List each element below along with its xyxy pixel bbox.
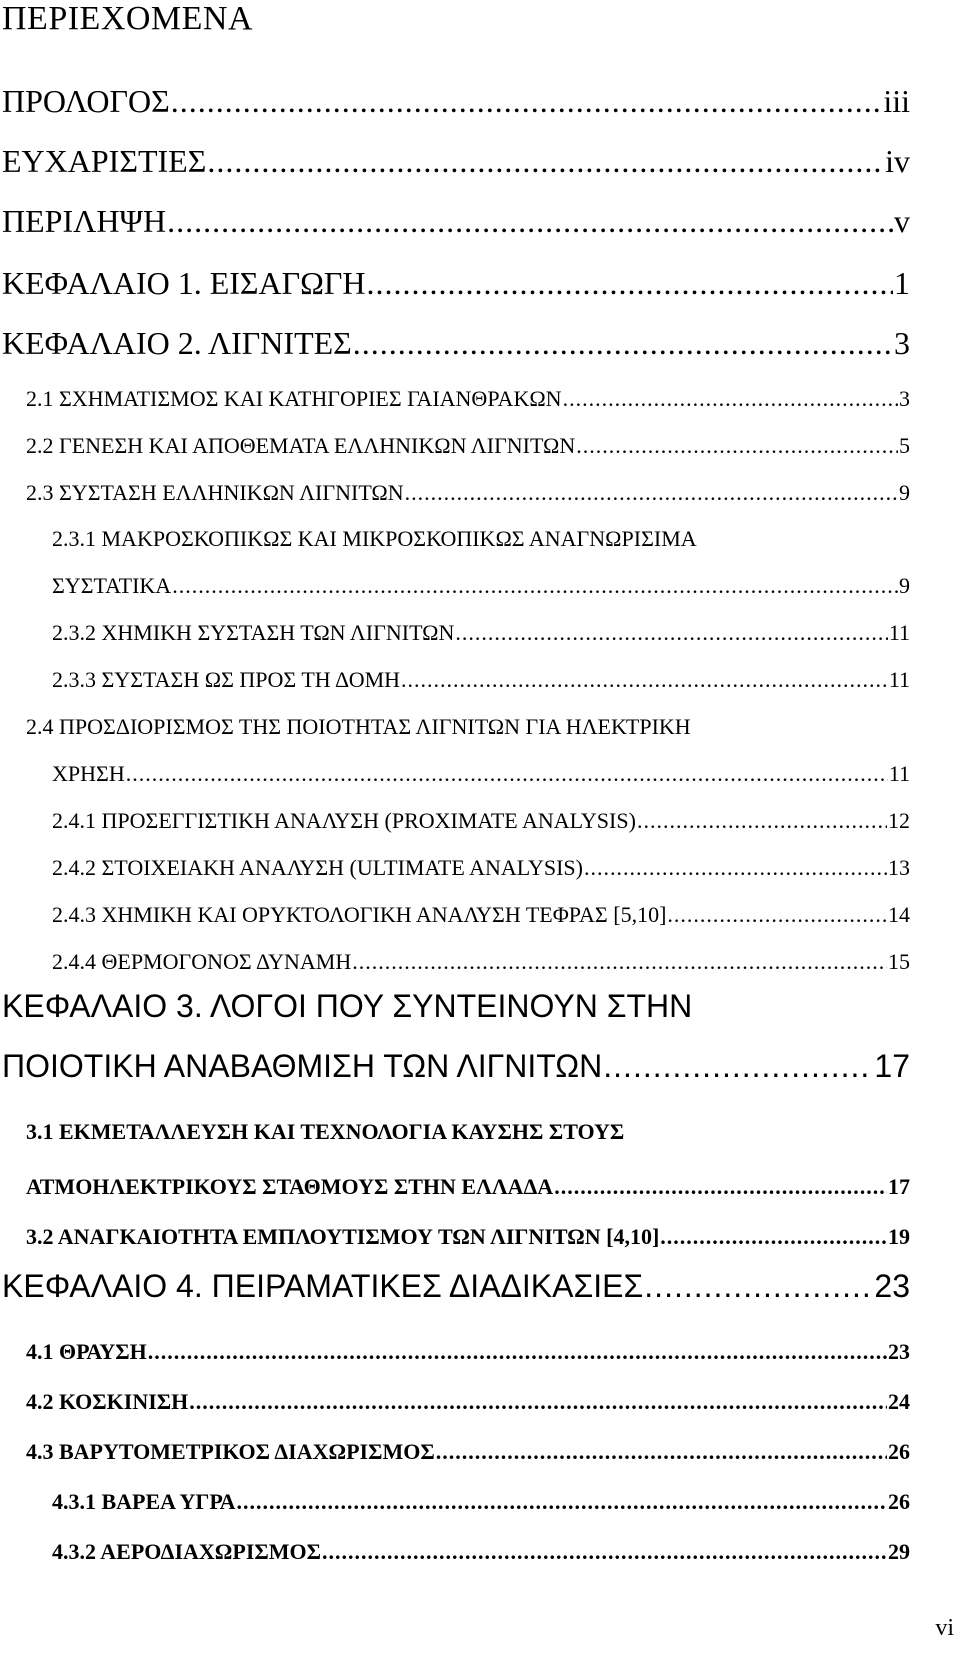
toc-entry-label: ΑΤΜΟΗΛΕΚΤΡΙΚΟΥΣ ΣΤΑΘΜΟΥΣ ΣΤΗΝ ΕΛΛΑΔΑ — [26, 1174, 554, 1199]
leader-dots — [322, 1539, 887, 1565]
leader-dots — [172, 573, 898, 599]
toc-entry-chapter-1[interactable] — [2, 262, 910, 302]
leader-dots — [563, 386, 898, 412]
toc-entry-label: ΚΕΦΑΛΑΙΟ 1. ΕΙΣΑΓΩΓΗ — [2, 265, 366, 301]
leader-dots — [667, 902, 887, 928]
leader-dots — [237, 1489, 887, 1515]
toc-entry-page: 23 — [874, 1268, 910, 1304]
page-number: vi — [935, 1615, 954, 1641]
leader-dots — [637, 808, 887, 834]
toc-entry-2-4-1[interactable] — [52, 794, 910, 834]
toc-entry-4-1[interactable] — [26, 1325, 910, 1365]
toc-entry-label: 2.4.1 ΠΡΟΣΕΓΓΙΣΤΙΚΗ ΑΝΑΛΥΣΗ (PROXIMATE ANALYSIS) — [52, 808, 636, 833]
toc-entry-2-3-1-cont[interactable] — [52, 559, 910, 599]
toc-entry-page: 26 — [888, 1439, 910, 1464]
leader-dots — [207, 143, 884, 180]
leader-dots — [189, 1389, 887, 1415]
toc-entry-page: 11 — [888, 761, 910, 786]
toc-entry-page: 29 — [888, 1539, 910, 1564]
toc-entry-page: 5 — [899, 433, 910, 458]
leader-dots — [401, 667, 888, 693]
toc-entry-page: 23 — [888, 1339, 910, 1364]
toc-entry-chapter-3-cont[interactable] — [2, 1045, 910, 1085]
toc-entry-label: 4.2 ΚΟΣΚΙΝΙΣΗ — [26, 1389, 189, 1414]
toc-entry-prologue[interactable] — [2, 80, 910, 120]
toc-entry-2-4-3[interactable] — [52, 888, 910, 928]
toc-entry-2-4-4[interactable] — [52, 935, 910, 975]
leader-dots — [436, 1439, 887, 1465]
toc-entry-label: ΠΡΟΛΟΓΟΣ — [2, 83, 170, 119]
leader-dots — [148, 1339, 887, 1365]
toc-entry-4-3[interactable] — [26, 1425, 910, 1465]
leader-dots — [352, 949, 887, 975]
toc-entry-label: 4.3.1 ΒΑΡΕΑ ΥΓΡΑ — [52, 1489, 236, 1514]
toc-entry-label: 2.3.1 ΜΑΚΡΟΣΚΟΠΙΚΩΣ ΚΑΙ ΜΙΚΡΟΣΚΟΠΙΚΩΣ ΑΝΑΓΝΩΡΙΣΙΜΑ — [52, 526, 697, 551]
toc-entry-page: 9 — [899, 480, 910, 505]
toc-entry-label: 2.4 ΠΡΟΣΔΙΟΡΙΣΜΟΣ ΤΗΣ ΠΟΙΟΤΗΤΑΣ ΛΙΓΝΙΤΩΝ ΓΙΑ ΗΛΕΚΤΡΙΚΗ — [26, 714, 691, 739]
toc-entry-4-2[interactable] — [26, 1375, 910, 1415]
toc-entry-label: ΣΥΣΤΑΤΙΚΑ — [52, 573, 172, 598]
toc-entry-label: 2.4.3 ΧΗΜΙΚΗ ΚΑΙ ΟΡΥΚΤΟΛΟΓΙΚΗ ΑΝΑΛΥΣΗ ΤΕΦΡΑΣ [5,10] — [52, 902, 667, 927]
toc-entry-acknowledgements[interactable] — [2, 140, 910, 180]
toc-entry-2-3-2[interactable] — [52, 606, 910, 646]
toc-entry-page: v — [894, 203, 910, 239]
toc-entry-page: 14 — [888, 902, 910, 927]
toc-entry-3-2[interactable] — [26, 1210, 910, 1250]
toc-entry-label: ΠΕΡΙΛΗΨΗ — [2, 203, 167, 239]
toc-entry-label: 2.3.2 ΧΗΜΙΚΗ ΣΥΣΤΑΣΗ ΤΩΝ ΛΙΓΝΙΤΩΝ — [52, 620, 455, 645]
toc-entry-page: 19 — [888, 1224, 910, 1249]
toc-entry-label: 2.3 ΣΥΣΤΑΣΗ ΕΛΛΗΝΙΚΩΝ ΛΙΓΝΙΤΩΝ — [26, 480, 404, 505]
toc-entry-page: 24 — [888, 1389, 910, 1414]
toc-entry-label: 4.3 ΒΑΡΥΤΟΜΕΤΡΙΚΟΣ ΔΙΑΧΩΡΙΣΜΟΣ — [26, 1439, 435, 1464]
toc-entry-3-1[interactable] — [26, 1105, 910, 1145]
toc-entry-2-2[interactable] — [26, 419, 910, 459]
toc-entry-2-4-cont[interactable] — [52, 747, 910, 787]
toc-entry-2-4[interactable] — [26, 700, 910, 740]
leader-dots — [367, 265, 893, 302]
toc-entry-page: 3 — [894, 325, 910, 361]
toc-entry-label: 2.4.4 ΘΕΡΜΟΓΟΝΟΣ ΔΥΝΑΜΗ — [52, 949, 352, 974]
toc-entry-page: iv — [885, 143, 910, 179]
toc-entry-label: ΧΡΗΣΗ — [52, 761, 125, 786]
toc-entry-page: 26 — [888, 1489, 910, 1514]
toc-entry-3-1-cont[interactable] — [26, 1160, 910, 1200]
toc-entry-label: 2.1 ΣΧΗΜΑΤΙΣΜΟΣ ΚΑΙ ΚΑΤΗΓΟΡΙΕΣ ΓΑΙΑΝΘΡΑΚΩΝ — [26, 386, 562, 411]
toc-entry-page: 13 — [888, 855, 910, 880]
toc-entry-2-1[interactable] — [26, 372, 910, 412]
toc-entry-label: ΚΕΦΑΛΑΙΟ 2. ΛΙΓΝΙΤΕΣ — [2, 325, 352, 361]
leader-dots — [554, 1174, 887, 1200]
toc-entry-label: ΚΕΦΑΛΑΙΟ 3. ΛΟΓΟΙ ΠΟΥ ΣΥΝΤΕΙΝΟΥΝ ΣΤΗΝ — [2, 988, 693, 1024]
leader-dots — [405, 480, 898, 506]
toc-entry-page: 15 — [888, 949, 910, 974]
toc-entry-page: 11 — [888, 667, 910, 692]
toc-entry-2-3[interactable] — [26, 466, 910, 506]
leader-dots — [660, 1224, 887, 1250]
toc-entry-label: 2.4.2 ΣΤΟΙΧΕΙΑΚΗ ΑΝΑΛΥΣΗ (ULTIMATE ANALYSIS) — [52, 855, 583, 880]
leader-dots — [171, 83, 883, 120]
leader-dots — [126, 761, 888, 787]
page-title: ΠΕΡΙΕΧΟΜΕΝΑ — [2, 0, 254, 37]
toc-entry-label: 4.1 ΘΡΑΥΣΗ — [26, 1339, 147, 1364]
toc-entry-page: 1 — [894, 265, 910, 301]
leader-dots — [644, 1268, 873, 1305]
toc-entry-label: 2.3.3 ΣΥΣΤΑΣΗ ΩΣ ΠΡΟΣ ΤΗ ΔΟΜΗ — [52, 667, 401, 692]
leader-dots — [584, 855, 887, 881]
toc-entry-label: 3.2 ΑΝΑΓΚΑΙΟΤΗΤΑ ΕΜΠΛΟΥΤΙΣΜΟΥ ΤΩΝ ΛΙΓΝΙΤΩΝ [4,10] — [26, 1224, 660, 1249]
toc-entry-abstract[interactable] — [2, 200, 910, 240]
toc-entry-label: ΕΥΧΑΡΙΣΤΙΕΣ — [2, 143, 207, 179]
leader-dots — [353, 325, 893, 362]
toc-entry-page: 17 — [874, 1048, 910, 1084]
toc-entry-chapter-2[interactable] — [2, 322, 910, 362]
toc-entry-2-3-3[interactable] — [52, 653, 910, 693]
leader-dots — [167, 203, 893, 240]
toc-entry-label: ΠΟΙΟΤΙΚΗ ΑΝΑΒΑΘΜΙΣΗ ΤΩΝ ΛΙΓΝΙΤΩΝ — [2, 1048, 603, 1084]
toc-entry-label: 2.2 ΓΕΝΕΣΗ ΚΑΙ ΑΠΟΘΕΜΑΤΑ ΕΛΛΗΝΙΚΩΝ ΛΙΓΝΙΤΩΝ — [26, 433, 576, 458]
toc-entry-page: iii — [883, 83, 910, 119]
toc-entry-4-3-2[interactable] — [52, 1525, 910, 1565]
toc-entry-page: 11 — [888, 620, 910, 645]
toc-entry-label: 4.3.2 ΑΕΡΟΔΙΑΧΩΡΙΣΜΟΣ — [52, 1539, 322, 1564]
toc-entry-label: 3.1 ΕΚΜΕΤΑΛΛΕΥΣΗ ΚΑΙ ΤΕΧΝΟΛΟΓΙΑ ΚΑΥΣΗΣ ΣΤΟΥΣ — [26, 1119, 625, 1144]
leader-dots — [603, 1048, 873, 1085]
leader-dots — [576, 433, 898, 459]
toc-entry-2-4-2[interactable] — [52, 841, 910, 881]
toc-entry-label: ΚΕΦΑΛΑΙΟ 4. ΠΕΙΡΑΜΑΤΙΚΕΣ ΔΙΑΔΙΚΑΣΙΕΣ — [2, 1268, 644, 1304]
toc-entry-2-3-1[interactable] — [52, 512, 910, 552]
toc-entry-chapter-4[interactable] — [2, 1265, 910, 1305]
toc-entry-chapter-3[interactable] — [2, 985, 910, 1025]
toc-entry-page: 3 — [899, 386, 910, 411]
toc-entry-page: 17 — [888, 1174, 910, 1199]
toc-entry-page: 9 — [899, 573, 910, 598]
leader-dots — [455, 620, 887, 646]
toc-entry-4-3-1[interactable] — [52, 1475, 910, 1515]
toc-entry-page: 12 — [888, 808, 910, 833]
